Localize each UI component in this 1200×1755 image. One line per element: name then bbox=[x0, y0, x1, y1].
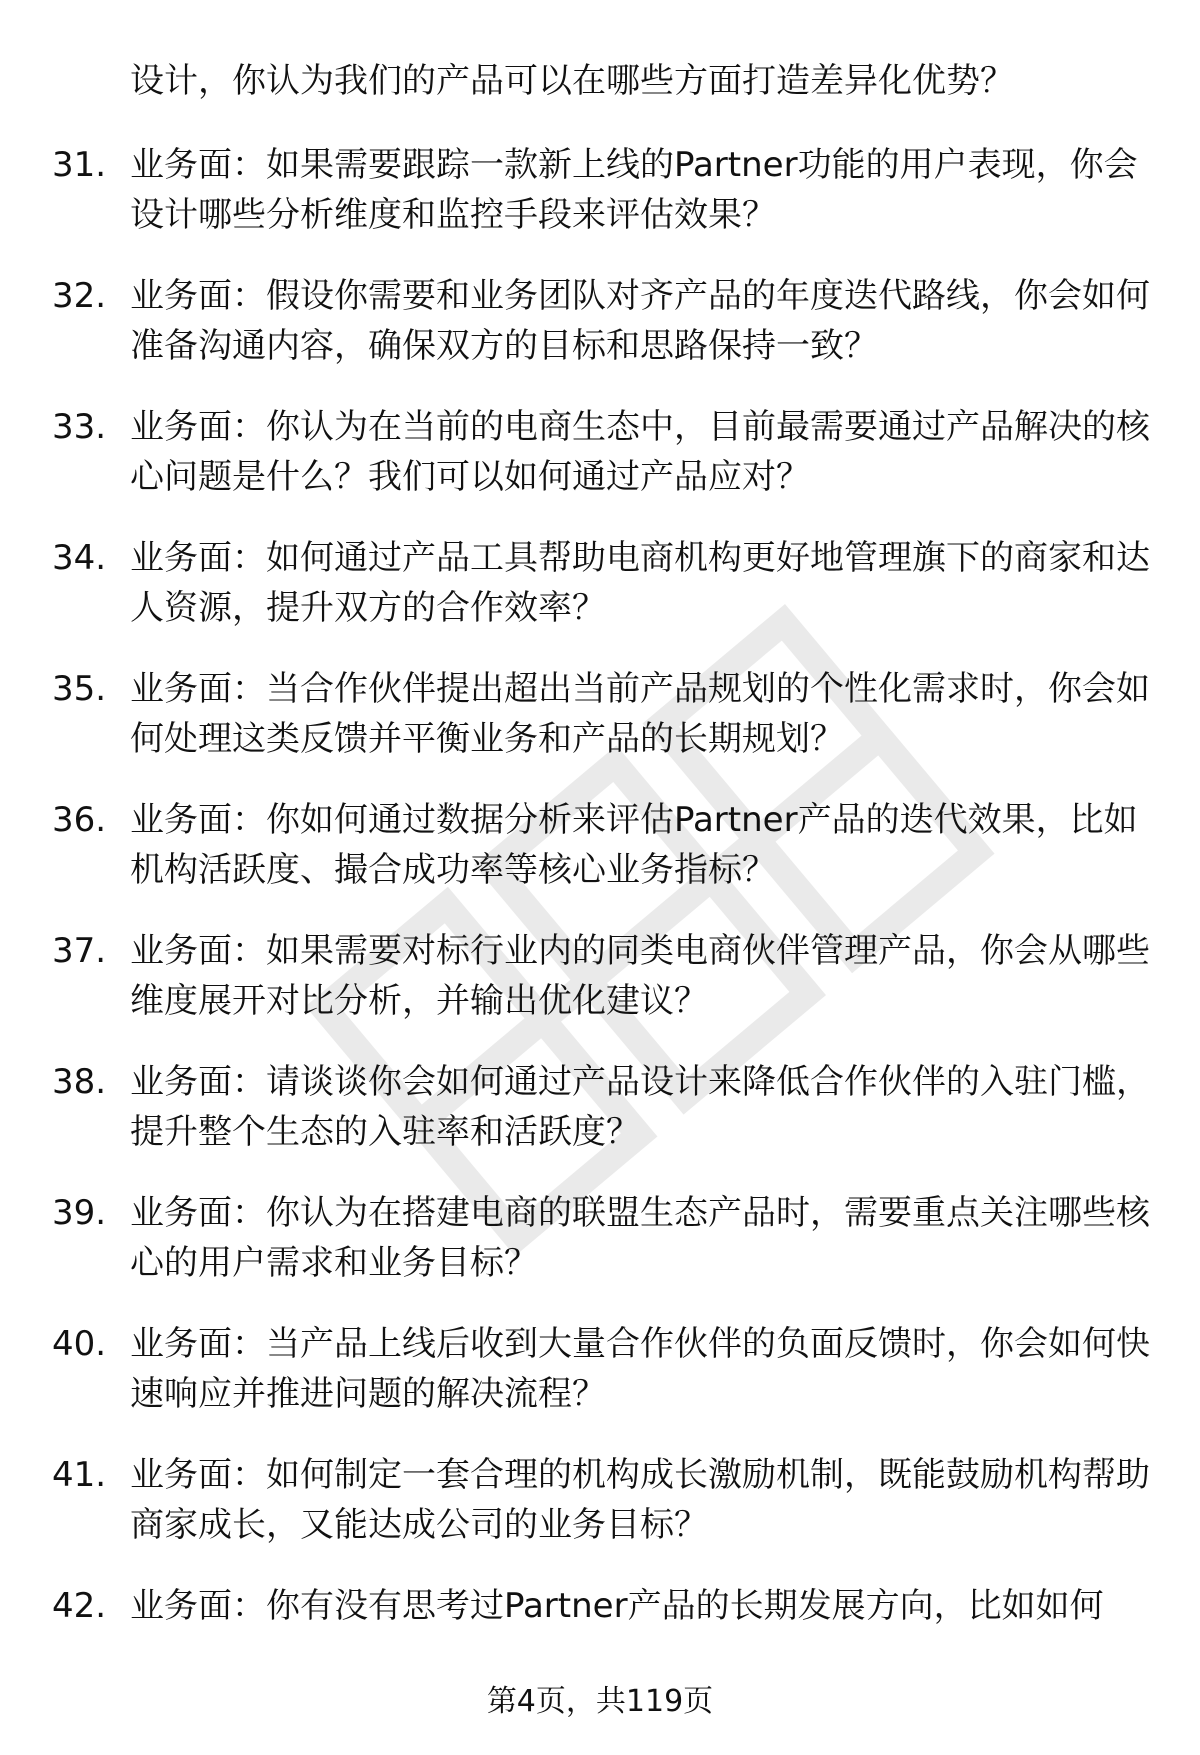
question-text: 业务面：如何制定一套合理的机构成长激励机制，既能鼓励机构帮助商家成长，又能达成公司的业务目标？ bbox=[130, 1455, 1150, 1545]
question-item bbox=[0, 1188, 1200, 1319]
question-number: 40. bbox=[52, 1324, 107, 1364]
question-text: 业务面：当产品上线后收到大量合作伙伴的负面反馈时，你会如何快速响应并推进问题的解决流程？ bbox=[130, 1324, 1150, 1414]
question-text: 业务面：当合作伙伴提出超出当前产品规划的个性化需求时，你会如何处理这类反馈并平衡业务和产品的长期规划？ bbox=[130, 669, 1150, 759]
question-text: 业务面：如果需要对标行业内的同类电商伙伴管理产品，你会从哪些维度展开对比分析，并输出优化建议？ bbox=[130, 931, 1150, 1021]
question-text: 业务面：请谈谈你会如何通过产品设计来降低合作伙伴的入驻门槛，提升整个生态的入驻率和活跃度？ bbox=[130, 1062, 1150, 1152]
question-number: 41. bbox=[52, 1455, 107, 1495]
question-number: 38. bbox=[52, 1062, 107, 1102]
question-item bbox=[0, 402, 1200, 533]
question-text: 业务面：假设你需要和业务团队对齐产品的年度迭代路线，你会如何准备沟通内容，确保双方的目标和思路保持一致？ bbox=[130, 276, 1150, 366]
question-list bbox=[0, 140, 1200, 1712]
question-item bbox=[0, 926, 1200, 1057]
question-number: 33. bbox=[52, 407, 107, 447]
question-item bbox=[0, 664, 1200, 795]
question-number: 39. bbox=[52, 1193, 107, 1233]
question-number: 34. bbox=[52, 538, 107, 578]
question-item bbox=[0, 1319, 1200, 1450]
question-item bbox=[0, 140, 1200, 271]
question-item bbox=[0, 533, 1200, 664]
question-text: 业务面：如果需要跟踪一款新上线的Partner功能的用户表现，你会设计哪些分析维度和监控手段来评估效果？ bbox=[130, 145, 1138, 235]
question-number: 31. bbox=[52, 145, 107, 185]
question-text: 业务面：你认为在当前的电商生态中，目前最需要通过产品解决的核心问题是什么？我们可以如何通过产品应对？ bbox=[130, 407, 1150, 497]
question-text: 业务面：如何通过产品工具帮助电商机构更好地管理旗下的商家和达人资源，提升双方的合作效率？ bbox=[130, 538, 1150, 628]
page-footer: 第4页，共119页 bbox=[486, 1684, 714, 1719]
question-number: 37. bbox=[52, 931, 107, 971]
question-number: 36. bbox=[52, 800, 107, 840]
question-number: 42. bbox=[52, 1586, 107, 1626]
question-text: 业务面：你有没有思考过Partner产品的长期发展方向，比如如何 bbox=[130, 1586, 1104, 1626]
question-item bbox=[0, 1450, 1200, 1581]
question-number: 32. bbox=[52, 276, 107, 316]
question-item bbox=[0, 271, 1200, 402]
question-item bbox=[0, 1057, 1200, 1188]
question-number: 35. bbox=[52, 669, 107, 709]
question-text: 业务面：你如何通过数据分析来评估Partner产品的迭代效果，比如机构活跃度、撮合成功率等核心业务指标？ bbox=[130, 800, 1138, 890]
continuation-text: 设计，你认为我们的产品可以在哪些方面打造差异化优势？ bbox=[130, 61, 1014, 101]
question-text: 业务面：你认为在搭建电商的联盟生态产品时，需要重点关注哪些核心的用户需求和业务目标？ bbox=[130, 1193, 1150, 1283]
question-item bbox=[0, 795, 1200, 926]
